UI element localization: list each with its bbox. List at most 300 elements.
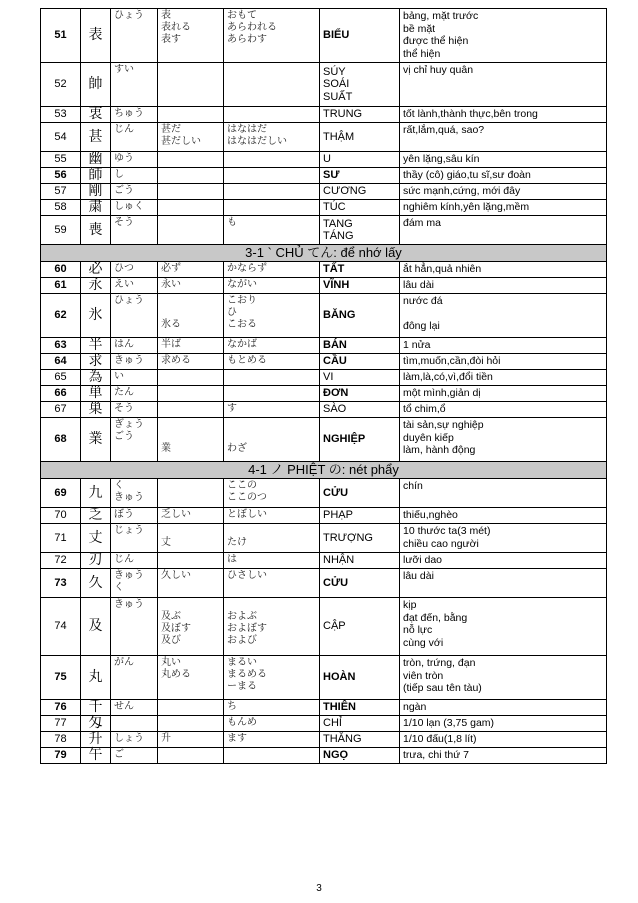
on-reading <box>111 294 158 338</box>
kun-reading <box>224 262 320 278</box>
on-reading-line: せん <box>114 701 134 712</box>
kun-example-line: 半ば <box>161 339 181 350</box>
hanviet-reading: CHỈ <box>320 716 400 732</box>
section-header-row <box>41 462 607 479</box>
meaning-line: được thể hiện <box>403 35 469 47</box>
kun-example-line <box>161 525 220 537</box>
kanji-character: 帥 <box>81 63 111 107</box>
kun-example-line <box>161 295 220 307</box>
kun-example <box>158 123 224 152</box>
on-reading-line: きゅう <box>114 570 144 581</box>
entry-number: 76 <box>41 700 81 716</box>
on-reading <box>111 63 158 107</box>
kun-reading-line: ます <box>227 733 247 744</box>
on-reading-line: はん <box>114 339 134 350</box>
entry-number: 77 <box>41 716 81 732</box>
entry-number: 57 <box>41 184 81 200</box>
hanviet-reading: TRUNG <box>320 107 400 123</box>
kanji-character: 業 <box>81 418 111 462</box>
kun-reading-line: ーまる <box>227 681 257 692</box>
kun-example-line: 及ぶ <box>161 611 181 622</box>
kun-example-line: 業 <box>161 443 171 454</box>
entry-number: 58 <box>41 200 81 216</box>
meaning-line: kịp <box>403 599 417 611</box>
kun-reading <box>224 569 320 598</box>
entry-number: 75 <box>41 656 81 700</box>
kun-reading-line: ながい <box>227 279 257 290</box>
kanji-character: 午 <box>81 748 111 764</box>
hanviet-reading: CỬU <box>320 479 400 508</box>
kun-reading <box>224 386 320 402</box>
meaning-line: một mình,giản dị <box>403 387 481 399</box>
hanviet-reading: BÁN <box>320 338 400 354</box>
on-reading-line: ぎょう <box>114 419 144 430</box>
kun-reading <box>224 200 320 216</box>
on-reading-line: ごう <box>114 431 134 442</box>
hanviet-reading: VĨNH <box>320 278 400 294</box>
entry-number: 53 <box>41 107 81 123</box>
entry-number: 51 <box>41 9 81 63</box>
on-reading <box>111 732 158 748</box>
meaning-line: nghiêm kính,yên lặng,mềm <box>403 201 530 213</box>
kun-example-line <box>161 599 220 611</box>
kun-example <box>158 732 224 748</box>
kun-example <box>158 354 224 370</box>
meaning-line: nước đá <box>403 295 443 307</box>
hanviet-reading: THIÊN <box>320 700 400 716</box>
kanji-character: 甚 <box>81 123 111 152</box>
kun-reading-line: ここの <box>227 480 257 491</box>
kanji-character: 半 <box>81 338 111 354</box>
hanviet-reading: NGHIỆP <box>320 418 400 462</box>
kanji-character: 求 <box>81 354 111 370</box>
meaning-line: chín <box>403 480 423 492</box>
on-reading <box>111 354 158 370</box>
kun-reading-line: す <box>227 403 237 414</box>
kun-reading-line: なかば <box>227 339 257 350</box>
kun-reading-line: もんめ <box>227 717 257 728</box>
kanji-row <box>41 508 607 524</box>
entry-number: 70 <box>41 508 81 524</box>
on-reading <box>111 508 158 524</box>
entry-number: 65 <box>41 370 81 386</box>
on-reading <box>111 184 158 200</box>
meaning-line: thầy (cô) giáo,tu sĩ,sư đoàn <box>403 169 531 181</box>
kun-reading <box>224 700 320 716</box>
hanviet-reading: BĂNG <box>320 294 400 338</box>
kun-reading <box>224 370 320 386</box>
kun-example <box>158 278 224 294</box>
kun-reading <box>224 748 320 764</box>
vietnamese-meaning <box>400 107 607 123</box>
kun-reading-line: かならず <box>227 263 267 274</box>
entry-number: 67 <box>41 402 81 418</box>
vietnamese-meaning <box>400 294 607 338</box>
hanviet-reading: NGỌ <box>320 748 400 764</box>
kun-reading <box>224 716 320 732</box>
kun-reading <box>224 598 320 656</box>
on-reading-line: きゅう <box>114 599 144 610</box>
kanji-row <box>41 479 607 508</box>
kun-example-line: 乏しい <box>161 509 191 520</box>
kanji-row <box>41 294 607 338</box>
kanji-character: 乏 <box>81 508 111 524</box>
kun-reading-line: わざ <box>227 443 247 454</box>
vietnamese-meaning <box>400 569 607 598</box>
kun-example <box>158 338 224 354</box>
hanviet-reading: THẬM <box>320 123 400 152</box>
vietnamese-meaning <box>400 553 607 569</box>
vietnamese-meaning <box>400 598 607 656</box>
kun-example <box>158 107 224 123</box>
on-reading <box>111 716 158 732</box>
on-reading <box>111 107 158 123</box>
kanji-character: 師 <box>81 168 111 184</box>
vietnamese-meaning <box>400 479 607 508</box>
kun-reading-line <box>227 419 316 431</box>
on-reading <box>111 338 158 354</box>
kanji-character: 丈 <box>81 524 111 553</box>
hanviet-reading: SÚY SOÁI SUẤT <box>320 63 400 107</box>
on-reading-line: がん <box>114 657 134 668</box>
kun-reading <box>224 354 320 370</box>
kun-reading <box>224 656 320 700</box>
kanji-character: 氷 <box>81 294 111 338</box>
kanji-row <box>41 716 607 732</box>
meaning-line: làm, hành động <box>403 444 476 456</box>
entry-number: 74 <box>41 598 81 656</box>
kun-reading <box>224 732 320 748</box>
kun-example-line: 甚だ <box>161 124 181 135</box>
entry-number: 78 <box>41 732 81 748</box>
hanviet-reading: BIỂU <box>320 9 400 63</box>
kun-reading <box>224 524 320 553</box>
meaning-line: trưa, chi thứ 7 <box>403 749 469 761</box>
on-reading-line: そう <box>114 217 134 228</box>
kanji-character: 幽 <box>81 152 111 168</box>
kanji-character: 匁 <box>81 716 111 732</box>
kanji-character: 為 <box>81 370 111 386</box>
meaning-line: lâu dài <box>403 279 434 291</box>
kun-reading-line: もとめる <box>227 355 267 366</box>
kun-reading-line: こおり <box>227 295 257 306</box>
vietnamese-meaning <box>400 748 607 764</box>
kun-example-line: 表れる <box>161 22 191 33</box>
entry-number: 60 <box>41 262 81 278</box>
hanviet-reading: THĂNG <box>320 732 400 748</box>
meaning-line: làm,là,có,vì,đổi tiền <box>403 371 493 383</box>
kun-example <box>158 524 224 553</box>
kanji-row <box>41 553 607 569</box>
meaning-line: lâu dài <box>403 570 434 582</box>
kanji-row <box>41 123 607 152</box>
kanji-character: 丸 <box>81 656 111 700</box>
kanji-row <box>41 598 607 656</box>
meaning-line: 1/10 lạn (3,75 gam) <box>403 717 495 729</box>
entry-number: 68 <box>41 418 81 462</box>
hanviet-reading: SƯ <box>320 168 400 184</box>
on-reading <box>111 152 158 168</box>
kanji-character: 千 <box>81 700 111 716</box>
meaning-line: đông lại <box>403 320 440 332</box>
kanji-row <box>41 63 607 107</box>
hanviet-reading: CỬU <box>320 569 400 598</box>
hanviet-reading: HOÀN <box>320 656 400 700</box>
kun-example <box>158 569 224 598</box>
vietnamese-meaning <box>400 508 607 524</box>
vietnamese-meaning <box>400 9 607 63</box>
hanviet-reading: U <box>320 152 400 168</box>
kanji-character: 及 <box>81 598 111 656</box>
kun-example <box>158 553 224 569</box>
kanji-row <box>41 386 607 402</box>
vietnamese-meaning <box>400 418 607 462</box>
vietnamese-meaning <box>400 278 607 294</box>
kanji-character: 永 <box>81 278 111 294</box>
kanji-character: 単 <box>81 386 111 402</box>
on-reading-line: えい <box>114 279 134 290</box>
on-reading <box>111 262 158 278</box>
entry-number: 61 <box>41 278 81 294</box>
entry-number: 59 <box>41 216 81 245</box>
vietnamese-meaning <box>400 732 607 748</box>
kun-reading <box>224 123 320 152</box>
entry-number: 56 <box>41 168 81 184</box>
kun-example <box>158 184 224 200</box>
kun-example <box>158 716 224 732</box>
kanji-row <box>41 748 607 764</box>
kun-reading-line: あらわれる <box>227 22 277 33</box>
vietnamese-meaning <box>400 168 607 184</box>
kun-example-line: 甚だしい <box>161 136 201 147</box>
entry-number: 66 <box>41 386 81 402</box>
on-reading <box>111 123 158 152</box>
kanji-character: 衷 <box>81 107 111 123</box>
on-reading-line: い <box>114 371 124 382</box>
kun-example-line: 求める <box>161 355 191 366</box>
kun-reading <box>224 479 320 508</box>
kun-example <box>158 508 224 524</box>
kun-reading <box>224 278 320 294</box>
kun-reading-line: まるい <box>227 657 257 668</box>
meaning-line: chiều cao người <box>403 537 479 550</box>
entry-number: 63 <box>41 338 81 354</box>
kun-example-line <box>161 431 220 443</box>
kun-example-line: 氷る <box>161 319 181 330</box>
on-reading <box>111 479 158 508</box>
meaning-line: rất,lắm,quá, sao? <box>403 124 485 136</box>
kun-reading <box>224 152 320 168</box>
entry-number: 62 <box>41 294 81 338</box>
entry-number: 79 <box>41 748 81 764</box>
kun-reading <box>224 338 320 354</box>
kanji-row <box>41 402 607 418</box>
on-reading-line: たん <box>114 387 134 398</box>
kun-reading-line: ち <box>227 701 237 712</box>
vietnamese-meaning <box>400 370 607 386</box>
kanji-table <box>40 8 607 764</box>
on-reading-line: じん <box>114 124 134 135</box>
meaning-line <box>403 308 603 321</box>
kun-reading-line <box>227 525 316 537</box>
section-header: 4-1 ノ PHIỆT の: nét phẩy <box>41 462 607 479</box>
meaning-line: đạt đến, bằng <box>403 611 468 624</box>
kun-example-line: 表す <box>161 34 181 45</box>
on-reading-line: ゆう <box>114 153 134 164</box>
entry-number: 55 <box>41 152 81 168</box>
entry-number: 69 <box>41 479 81 508</box>
kun-reading-line: は <box>227 554 237 565</box>
meaning-line: thể hiện <box>403 47 441 60</box>
meaning-line: đám ma <box>403 217 441 229</box>
kanji-character: 升 <box>81 732 111 748</box>
kun-reading-line: はなはだ <box>227 124 267 135</box>
meaning-line: tốt lành,thành thực,bên trong <box>403 108 538 120</box>
on-reading-line: きゅう <box>114 355 144 366</box>
kun-example <box>158 418 224 462</box>
kun-reading-line: たけ <box>227 537 247 548</box>
vietnamese-meaning <box>400 524 607 553</box>
meaning-line: bảng, mặt trước <box>403 10 479 22</box>
hanviet-reading: SÀO <box>320 402 400 418</box>
kun-reading-line: あらわす <box>227 34 267 45</box>
kun-reading <box>224 107 320 123</box>
vietnamese-meaning <box>400 200 607 216</box>
meaning-line: nỗ lực <box>403 624 433 636</box>
on-reading-line: きゅう <box>114 492 144 503</box>
on-reading-line: ひょう <box>114 10 144 21</box>
kanji-row <box>41 732 607 748</box>
kanji-character: 刃 <box>81 553 111 569</box>
kun-example <box>158 168 224 184</box>
vietnamese-meaning <box>400 152 607 168</box>
kanji-row <box>41 152 607 168</box>
meaning-line: yên lặng,sâu kín <box>403 153 480 165</box>
on-reading-line: じょう <box>114 525 144 536</box>
kun-reading-line: はなはだしい <box>227 136 287 147</box>
kanji-row <box>41 354 607 370</box>
kun-example <box>158 479 224 508</box>
meaning-line: ắt hẳn,quả nhiên <box>403 263 482 275</box>
kanji-character: 表 <box>81 9 111 63</box>
kanji-row <box>41 569 607 598</box>
on-reading <box>111 386 158 402</box>
on-reading <box>111 656 158 700</box>
on-reading <box>111 598 158 656</box>
entry-number: 52 <box>41 63 81 107</box>
on-reading <box>111 748 158 764</box>
kanji-character: 剛 <box>81 184 111 200</box>
kun-reading-line: おもて <box>227 10 257 21</box>
kun-reading <box>224 9 320 63</box>
entry-number: 73 <box>41 569 81 598</box>
kun-example <box>158 656 224 700</box>
meaning-line: duyên kiếp <box>403 431 454 444</box>
kanji-row <box>41 216 607 245</box>
meaning-line: 1/10 đấu(1,8 lít) <box>403 733 477 745</box>
meaning-line: tổ chim,ổ <box>403 403 446 415</box>
meaning-line: 10 thước ta(3 mét) <box>403 525 491 537</box>
kun-reading-line: およぶ <box>227 611 257 622</box>
on-reading <box>111 168 158 184</box>
vietnamese-meaning <box>400 716 607 732</box>
kanji-row <box>41 338 607 354</box>
on-reading-line: ぼう <box>114 509 134 520</box>
on-reading-line: ご <box>114 749 124 760</box>
on-reading-line: すい <box>114 64 134 75</box>
kun-example-line: 丸める <box>161 669 191 680</box>
kun-reading <box>224 168 320 184</box>
hanviet-reading: TANG TÁNG <box>320 216 400 245</box>
on-reading <box>111 9 158 63</box>
meaning-line: tài sản,sự nghiệp <box>403 419 484 431</box>
kun-reading-line: ひさしい <box>227 570 267 581</box>
meaning-line: lưỡi dao <box>403 554 443 566</box>
kun-reading <box>224 508 320 524</box>
kanji-row <box>41 700 607 716</box>
entry-number: 71 <box>41 524 81 553</box>
kun-example <box>158 152 224 168</box>
on-reading-line: く <box>114 480 124 491</box>
section-header-row <box>41 245 607 262</box>
kun-example-line: 升 <box>161 733 171 744</box>
on-reading <box>111 569 158 598</box>
entry-number: 54 <box>41 123 81 152</box>
kun-example <box>158 748 224 764</box>
vietnamese-meaning <box>400 184 607 200</box>
meaning-line: viên tròn <box>403 669 444 682</box>
kun-reading <box>224 184 320 200</box>
kanji-row <box>41 184 607 200</box>
on-reading <box>111 402 158 418</box>
vietnamese-meaning <box>400 63 607 107</box>
on-reading-line: じん <box>114 554 134 565</box>
kun-reading-line: およぼす <box>227 623 267 634</box>
on-reading <box>111 418 158 462</box>
kun-reading <box>224 402 320 418</box>
meaning-line: vị chỉ huy quân <box>403 64 474 76</box>
kun-reading-line: ひ <box>227 307 237 318</box>
on-reading <box>111 700 158 716</box>
vietnamese-meaning <box>400 338 607 354</box>
kun-example-line: 久しい <box>161 570 191 581</box>
kun-reading-line: ここのつ <box>227 492 267 503</box>
kanji-row <box>41 168 607 184</box>
vietnamese-meaning <box>400 123 607 152</box>
on-reading-line: ひょう <box>114 295 144 306</box>
kun-example <box>158 700 224 716</box>
kanji-character: 粛 <box>81 200 111 216</box>
kun-example <box>158 370 224 386</box>
kanji-character: 巣 <box>81 402 111 418</box>
on-reading-line: し <box>114 169 124 180</box>
on-reading-line: ちゅう <box>114 108 144 119</box>
vietnamese-meaning <box>400 700 607 716</box>
kanji-row <box>41 262 607 278</box>
on-reading <box>111 216 158 245</box>
kun-reading-line: とぼしい <box>227 509 267 520</box>
kun-example <box>158 216 224 245</box>
kun-example-line <box>161 307 220 319</box>
on-reading <box>111 553 158 569</box>
kun-example <box>158 402 224 418</box>
meaning-line: thiếu,nghèo <box>403 509 458 521</box>
kanji-row <box>41 524 607 553</box>
entry-number: 64 <box>41 354 81 370</box>
kun-example-line: 表 <box>161 10 171 21</box>
hanviet-reading: NHẬN <box>320 553 400 569</box>
kun-example-line: 丸い <box>161 657 181 668</box>
